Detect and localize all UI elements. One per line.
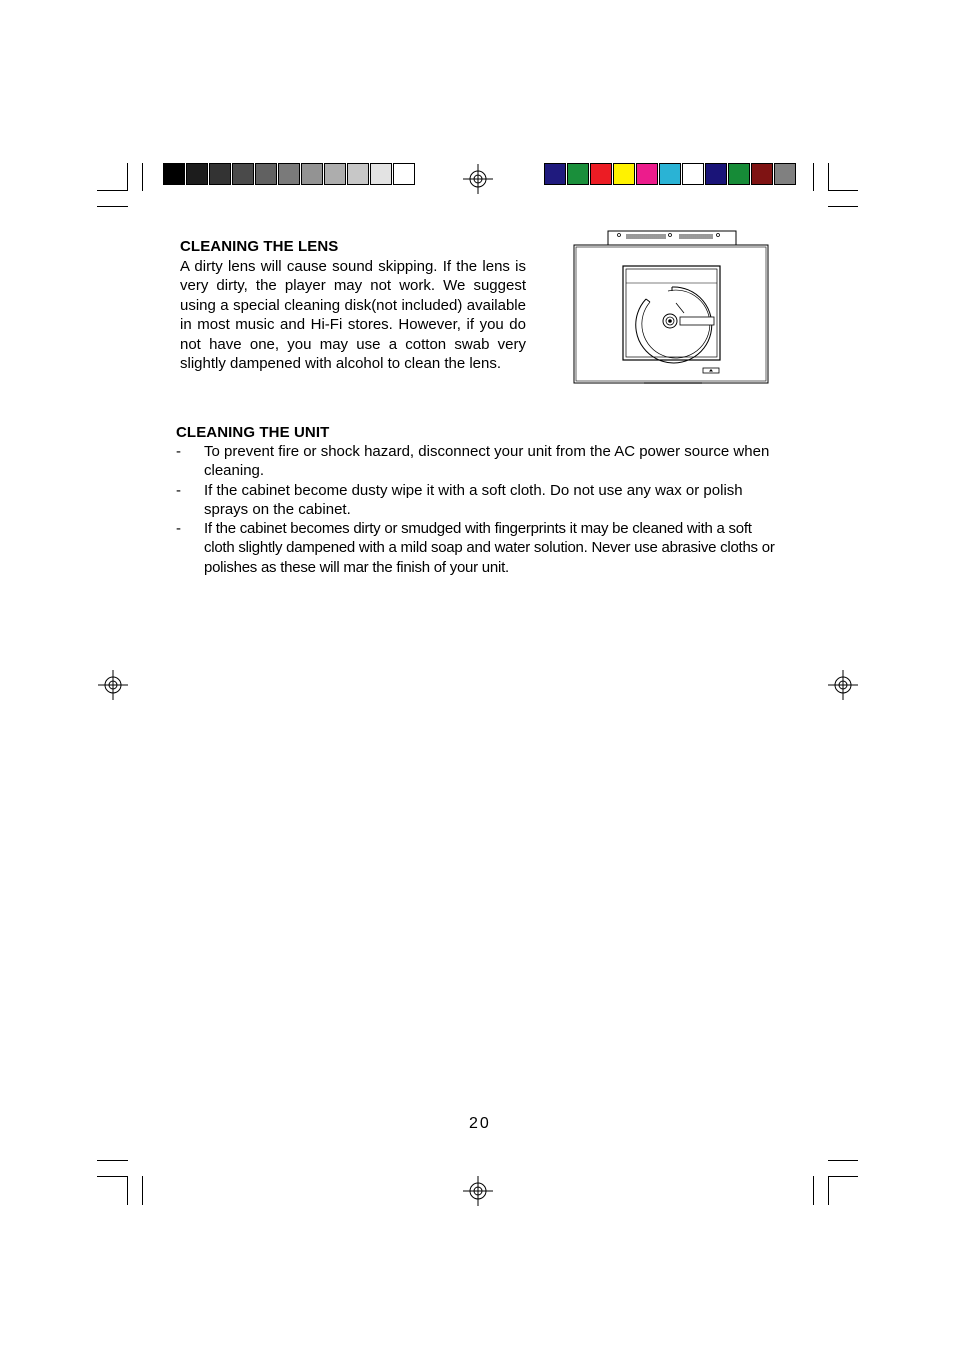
color-swatch [301, 163, 323, 185]
crop-mark [828, 1176, 858, 1177]
crop-mark [127, 163, 128, 191]
color-swatch [682, 163, 704, 185]
list-item-text: If the cabinet becomes dirty or smudged with fingerprints it may be cleaned with a soft cloth slightly dampened with a mild soap and water solution. Never use abrasive cloths or polishes as these will mar the finish of your unit. [204, 520, 775, 576]
crop-mark [813, 163, 814, 191]
crop-mark [97, 206, 128, 207]
lens-section-heading: CLEANING THE LENS [180, 238, 339, 255]
crop-mark [97, 1176, 128, 1177]
page-number: 20 [469, 1115, 491, 1132]
color-swatch [186, 163, 208, 185]
gray-calibration-bar [163, 163, 416, 185]
list-item-text: To prevent fire or shock hazard, disconnect your unit from the AC power source when cleaning. [204, 443, 770, 480]
color-swatch [567, 163, 589, 185]
color-swatch [370, 163, 392, 185]
color-swatch [728, 163, 750, 185]
color-swatch [347, 163, 369, 185]
color-swatch [255, 163, 277, 185]
registration-mark-icon [463, 1176, 493, 1206]
crop-mark [142, 1176, 143, 1205]
color-swatch [705, 163, 727, 185]
color-swatch [324, 163, 346, 185]
registration-mark-icon [98, 670, 128, 700]
unit-section-heading: CLEANING THE UNIT [176, 424, 330, 441]
list-dash: - [176, 482, 181, 499]
list-item-text: If the cabinet become dusty wipe it with a soft cloth. Do not use any wax or polish sprays on the cabinet. [204, 482, 743, 519]
crop-mark [97, 190, 128, 191]
color-swatch [232, 163, 254, 185]
lens-section-body: A dirty lens will cause sound skipping. If the lens is very dirty, the player may not work. We suggest using a special cleaning disk(not included) available in most music and Hi-Fi stores. However, if you do not have one, you may use a cotton swab very slightly dampened with alcohol to clean the lens. [180, 258, 526, 373]
list-dash: - [176, 520, 181, 537]
color-swatch [636, 163, 658, 185]
color-swatch [393, 163, 415, 185]
color-swatch [278, 163, 300, 185]
registration-mark-icon [828, 670, 858, 700]
crop-mark [828, 206, 858, 207]
crop-mark [828, 1176, 829, 1205]
cd-player-illustration [572, 229, 772, 387]
color-swatch [659, 163, 681, 185]
crop-mark [813, 1176, 814, 1205]
color-swatch [544, 163, 566, 185]
color-swatch [209, 163, 231, 185]
color-calibration-bar [544, 163, 797, 185]
list-dash: - [176, 443, 181, 460]
crop-mark [828, 1160, 858, 1161]
color-swatch [590, 163, 612, 185]
crop-mark [97, 1160, 128, 1161]
crop-mark [127, 1176, 128, 1205]
color-swatch [751, 163, 773, 185]
color-swatch [613, 163, 635, 185]
color-swatch [774, 163, 796, 185]
crop-mark [828, 190, 858, 191]
registration-mark-icon [463, 164, 493, 194]
crop-mark [828, 163, 829, 191]
color-swatch [163, 163, 185, 185]
crop-mark [142, 163, 143, 191]
